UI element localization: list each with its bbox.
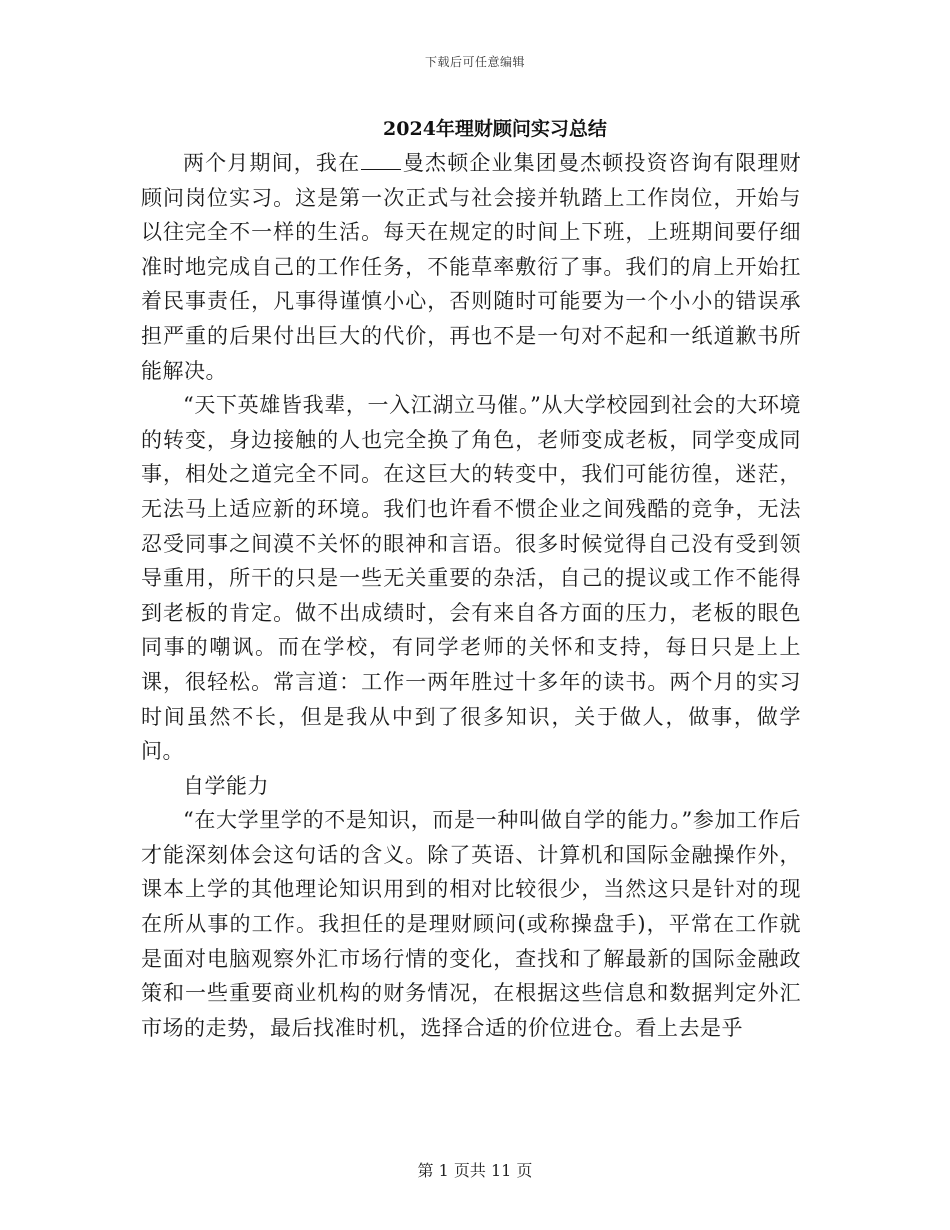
paragraph-1: [141, 146, 801, 388]
fill-in-blank: [361, 149, 401, 170]
paragraph-3: “在大学里学的不是知识，而是一种叫做自学的能力。”参加工作后才能深刻体会这句话的含义。除了英语、计算机和国际金融操作外，课本上学的其他理论知识用到的相对比较很少，当然这只是针对的现在所从事的工作。我担任的是理财顾问(或称操盘手)，平常在工作就是面对电脑观察外汇市场行情的变化，查找和了解最新的国际金融政策和一些重要商业机构的财务情况，在根据这些信息和数据判定外汇市场的走势，最后找准时机，选择合适的价位进仓。看上去是乎: [141, 808, 801, 1040]
paragraph-2: “天下英雄皆我辈，一入江湖立马催。”从大学校园到社会的大环境的转变，身边接触的人也完全换了角色，老师变成老板，同学变成同事，相处之道完全不同。在这巨大的转变中，我们可能彷徨，迷茫，无法马上适应新的环境。我们也许看不惯企业之间残酷的竞争，无法忍受同事之间漠不关怀的眼神和言语。很多时候觉得自己没有受到领导重用，所干的只是一些无关重要的杂活，自己的提议或工作不能得到老板的肯定。做不出成绩时，会有来自各方面的压力，老板的眼色同事的嘲讽。而在学校，有同学老师的关怀和支持，每日只是上上课，很轻松。常言道：工作一两年胜过十多年的读书。两个月的实习时间虽然不长，但是我从中到了很多知识，关于做人，做事，做学问。: [141, 393, 801, 764]
section-heading-self-learning: 自学能力: [183, 773, 269, 798]
paragraph-1-lead: 两个月期间，我在: [183, 151, 361, 175]
header-note: 下载后可任意编辑: [424, 55, 525, 69]
document-body: [141, 146, 801, 1045]
document-title: 2024年理财顾问实习总结: [383, 118, 607, 140]
paragraph-1-rest: 曼杰顿企业集团曼杰顿投资咨询有限理财顾问岗位实习。这是第一次正式与社会接并轨踏上工作岗位，开始与以往完全不一样的生活。每天在规定的时间上下班，上班期间要仔细准时地完成自己的工作任务，不能草率敷衍了事。我们的肩上开始扛着民事责任，凡事得谨慎小心，否则随时可能要为一个小小的错误承担严重的后果付出巨大的代价，再也不是一句对不起和一纸道歉书所能解决。: [141, 151, 802, 383]
page-footer: 第 1 页共 11 页: [417, 1161, 533, 1180]
